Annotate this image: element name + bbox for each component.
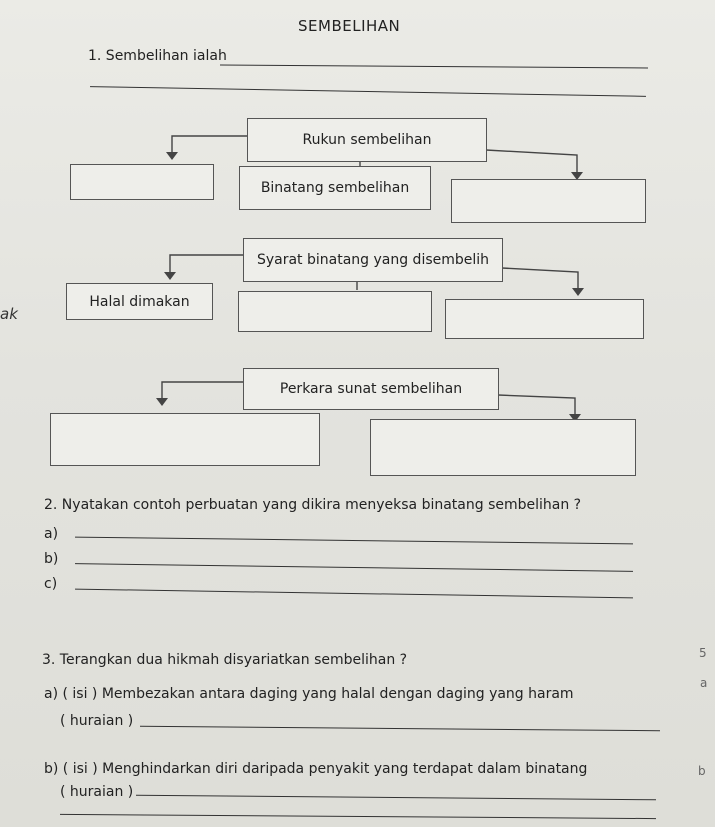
perkara-sunat-label: Perkara sunat sembelihan: [279, 381, 463, 397]
syarat-answer-box-right[interactable]: [445, 299, 644, 339]
question-1: 1. Sembelihan ialah: [88, 48, 227, 64]
rukun-sembelihan-label: Rukun sembelihan: [302, 132, 432, 148]
perkara-sunat-box: [243, 368, 499, 410]
edge-mark-2: a: [700, 676, 708, 690]
syarat-answer-box-middle[interactable]: [238, 291, 432, 332]
halal-dimakan-label: Halal dimakan: [89, 293, 190, 310]
rukun-answer-box-left[interactable]: [70, 164, 214, 200]
page-title: SEMBELIHAN: [298, 17, 401, 35]
q2-label-c: c): [44, 576, 58, 592]
edge-mark-3: b: [698, 764, 706, 778]
q2-label-a: a): [44, 526, 59, 542]
margin-mark: ak: [0, 305, 18, 323]
question-2: 2. Nyatakan contoh perbuatan yang dikira menyeksa binatang sembelihan ?: [44, 497, 582, 513]
q3-hint-b: ( huraian ): [60, 784, 134, 800]
syarat-binatang-box: [243, 238, 503, 282]
rukun-answer-box-right[interactable]: [451, 179, 646, 223]
q3-point-a: a) ( isi ) Membezakan antara daging yang halal dengan daging yang haram: [44, 686, 574, 702]
halal-dimakan-box: [66, 283, 213, 320]
q3-point-b: b) ( isi ) Menghindarkan diri daripada penyakit yang terdapat dalam binatang: [44, 761, 588, 777]
binatang-sembelihan-label: Binatang sembelihan: [260, 180, 410, 196]
sunat-answer-box-left[interactable]: [50, 413, 320, 466]
q3-hint-a: ( huraian ): [60, 713, 134, 729]
q2-label-b: b): [44, 551, 59, 567]
binatang-sembelihan-box: [239, 166, 431, 210]
rukun-sembelihan-box: [247, 118, 487, 162]
syarat-binatang-label: Syarat binatang yang disembelih: [256, 252, 490, 268]
sunat-answer-box-right[interactable]: [370, 419, 636, 476]
edge-mark-1: 5: [699, 646, 707, 660]
question-3: 3. Terangkan dua hikmah disyariatkan sembelihan ?: [42, 652, 408, 668]
